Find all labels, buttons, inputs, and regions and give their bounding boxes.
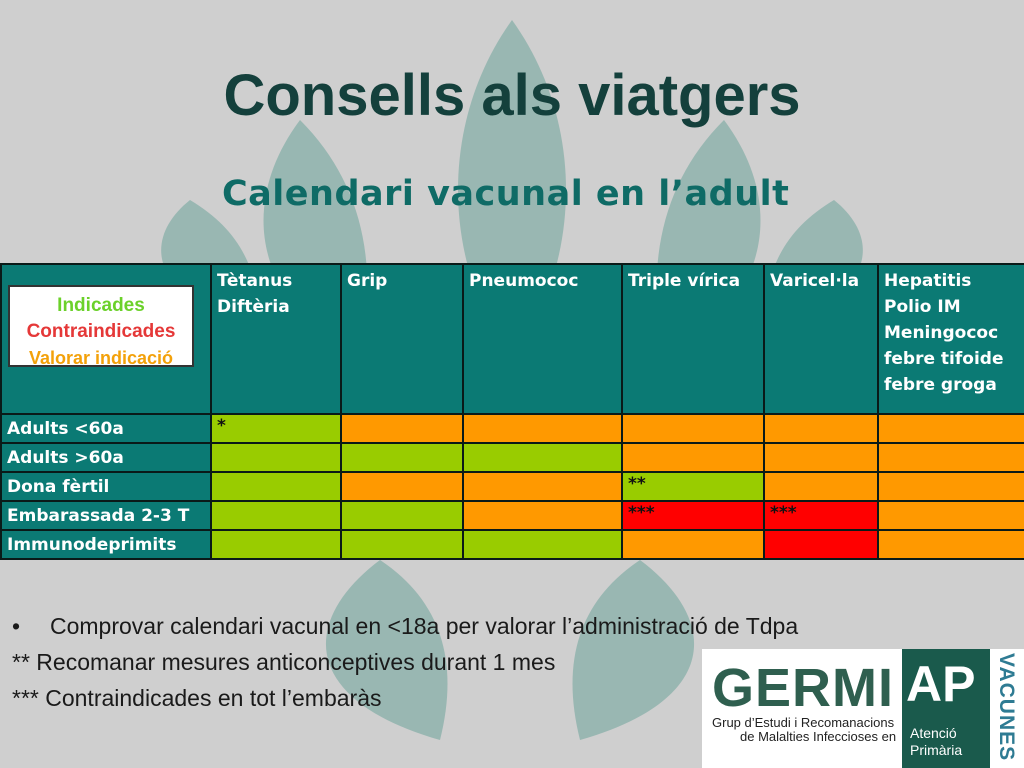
table-cell (878, 530, 1024, 559)
table-cell (622, 530, 764, 559)
column-header-triple-virica (622, 264, 764, 414)
table-cell (211, 472, 341, 501)
table-cell (878, 501, 1024, 530)
table-row (1, 501, 1024, 530)
footnote-1 (12, 608, 798, 644)
logo-subtitle-2: de Malalties Infeccioses en (740, 729, 897, 744)
column-header-varicella (764, 264, 878, 414)
column-header-line: Polio IM (884, 297, 961, 317)
row-label: Embarassada 2-3 T (1, 501, 211, 530)
table-cell (463, 530, 622, 559)
table-row (1, 414, 1024, 443)
table-row (1, 530, 1024, 559)
legend-indicated: Indicades (57, 295, 145, 316)
vaccine-schedule-table (0, 263, 1024, 560)
table-cell (341, 443, 463, 472)
page-title: Consells als viatgers (223, 63, 801, 128)
legend-cell (1, 264, 211, 414)
table-cell (211, 501, 341, 530)
table-cell (878, 443, 1024, 472)
column-header-line: Hepatitis (884, 271, 972, 291)
table-cell: * (211, 414, 341, 443)
column-header-line: febre groga (884, 375, 997, 395)
page-subtitle: Calendari vacunal en l’adult (222, 174, 790, 214)
column-header-line: Grip (347, 271, 388, 291)
logo-vacunes (990, 649, 1024, 768)
table-cell (341, 530, 463, 559)
column-header-line: Tètanus (217, 271, 293, 291)
column-header-hepatitis (878, 264, 1024, 414)
row-label: Dona fèrtil (1, 472, 211, 501)
table-row (1, 443, 1024, 472)
table-cell (463, 501, 622, 530)
logo-germi-text: GERMI (712, 658, 895, 718)
logo-subtitle-1: Grup d’Estudi i Recomanacions (712, 715, 895, 730)
table-cell (764, 443, 878, 472)
column-header-pneumococ (463, 264, 622, 414)
footnote-text: Comprovar calendari vacunal en <18a per valorar l’administració de Tdpa (50, 613, 799, 639)
logo-ap-subtitle (910, 725, 962, 759)
column-header-line: Pneumococ (469, 271, 579, 291)
table-header-row (1, 264, 1024, 414)
table-row (1, 472, 1024, 501)
column-header-line: Varicel·la (770, 271, 860, 291)
table-cell (764, 414, 878, 443)
legend-assess: Valorar indicació (28, 348, 174, 368)
table-cell (878, 472, 1024, 501)
column-header-grip (341, 264, 463, 414)
logo-ap-subtitle-line: Primària (910, 742, 963, 758)
footnote-3: *** Contraindicades en tot l’embaràs (12, 685, 382, 711)
logo-ap-box (902, 649, 990, 768)
column-header-line: Triple vírica (628, 271, 741, 291)
table-cell (211, 443, 341, 472)
row-label: Adults >60a (1, 443, 211, 472)
legend-box (8, 285, 194, 367)
table-cell (341, 414, 463, 443)
table-cell: ** (622, 472, 764, 501)
footnotes (12, 608, 798, 716)
germiap-logo (702, 649, 1024, 768)
bullet-icon: • (12, 613, 21, 639)
table-cell (878, 414, 1024, 443)
column-header-line: Meningococ (884, 323, 999, 343)
table-cell (764, 530, 878, 559)
logo-ap-text: AP (906, 656, 976, 712)
column-header-tetanus (211, 264, 341, 414)
table-cell (764, 472, 878, 501)
table-cell (463, 443, 622, 472)
table-cell (622, 443, 764, 472)
table-cell: *** (764, 501, 878, 530)
table-cell (463, 414, 622, 443)
row-label: Adults <60a (1, 414, 211, 443)
footnote-2: ** Recomanar mesures anticonceptives durant 1 mes (12, 649, 556, 675)
table-cell (341, 472, 463, 501)
logo-vacunes-text: VACUNES (995, 653, 1018, 762)
table-cell (211, 530, 341, 559)
row-label: Immunodeprimits (1, 530, 211, 559)
table-cell (622, 414, 764, 443)
logo-ap-subtitle-line: Atenció (910, 725, 957, 741)
legend-contraindicated: Contraindicades (26, 321, 176, 342)
table-cell (463, 472, 622, 501)
table-cell (341, 501, 463, 530)
column-header-line: Diftèria (217, 297, 290, 317)
table-cell: *** (622, 501, 764, 530)
column-header-line: febre tifoide (884, 349, 1004, 369)
